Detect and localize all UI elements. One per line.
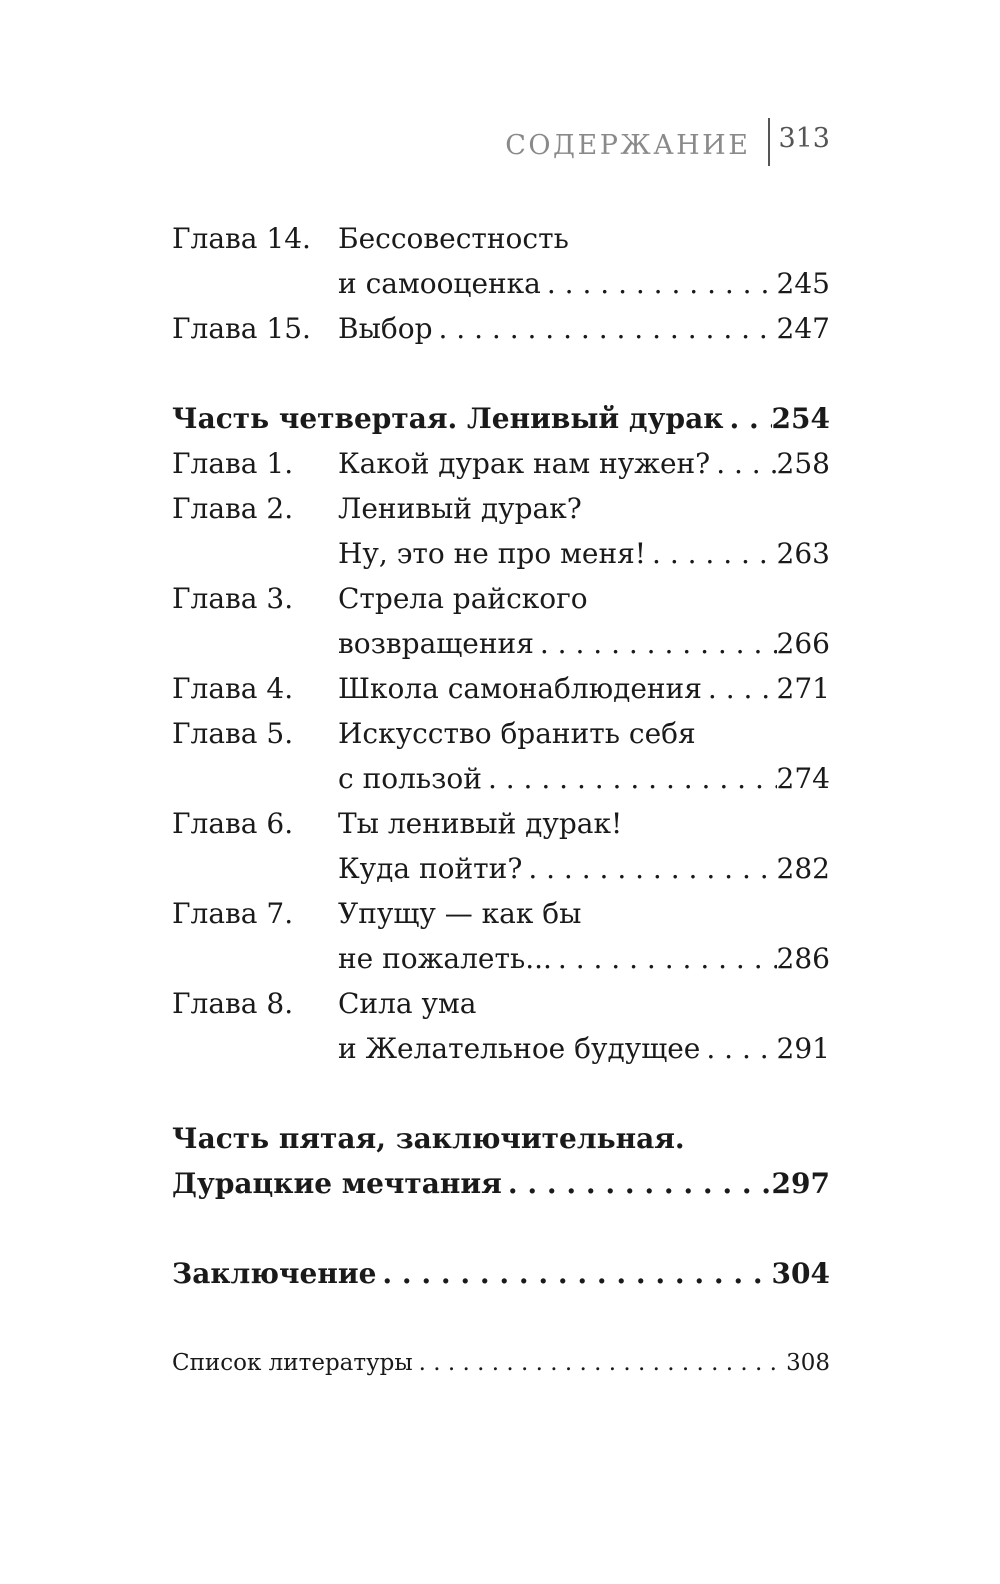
chapter-title-cont: с пользой: [338, 762, 482, 795]
chapter-title-cont: и Желательное будущее: [338, 1032, 701, 1065]
chapter-label: Глава 3.: [172, 582, 294, 615]
spacer: [172, 1206, 830, 1251]
toc-entry-bibliography[interactable]: [172, 1341, 830, 1386]
running-head: [505, 118, 830, 166]
page-number: 313: [778, 122, 830, 154]
spacer: [172, 1071, 830, 1116]
toc-entry-part5-line2[interactable]: [172, 1161, 830, 1206]
toc-page-number: 254: [771, 402, 830, 435]
chapter-label: Глава 6.: [172, 807, 294, 840]
dot-leader: [413, 1341, 786, 1386]
spacer: [172, 1296, 830, 1341]
dot-leader: [534, 621, 777, 666]
conclusion-title: Заключение: [172, 1257, 377, 1290]
chapter-title: Ты ленивый дурак!: [338, 807, 623, 840]
chapter-title-cont: Ну, это не про меня!: [338, 537, 647, 570]
part-title: Часть пятая, заключительная.: [172, 1122, 685, 1155]
chapter-title: Упущу — как бы: [338, 897, 582, 930]
dot-leader: [646, 531, 777, 576]
chapter-label: Глава 1.: [172, 447, 294, 480]
table-of-contents: [172, 216, 830, 1386]
chapter-title: Ленивый дурак?: [338, 492, 582, 525]
chapter-label: Глава 14.: [172, 222, 311, 255]
running-title: СОДЕРЖАНИЕ: [505, 129, 751, 161]
toc-page-number: 282: [776, 852, 830, 885]
dot-leader: [482, 756, 777, 801]
toc-entry-p4c8-line2[interactable]: [172, 1026, 830, 1071]
chapter-title: Искусство бранить себя: [338, 717, 696, 750]
toc-page-number: 263: [776, 537, 830, 570]
toc-entry-p4c2-line2[interactable]: [172, 531, 830, 576]
dot-leader: [702, 666, 777, 711]
chapter-title: Выбор: [338, 312, 433, 345]
toc-page-number: 308: [786, 1350, 830, 1376]
toc-page-number: 304: [771, 1257, 830, 1290]
chapter-label: Глава 15.: [172, 312, 311, 345]
chapter-title-cont: возвращения: [338, 627, 534, 660]
toc-entry-p4c6-line2[interactable]: [172, 846, 830, 891]
chapter-title-cont: и самооценка: [338, 267, 541, 300]
dot-leader: [700, 1026, 776, 1071]
chapter-title: Какой дурак нам нужен?: [338, 447, 711, 480]
dot-leader: [541, 261, 777, 306]
toc-entry-part4[interactable]: [172, 396, 830, 441]
chapter-title-cont: не пожалеть...: [338, 942, 552, 975]
toc-entry-p4c5-line1: [172, 711, 830, 756]
dot-leader: [723, 396, 771, 441]
chapter-label: Глава 4.: [172, 672, 294, 705]
chapter-label: Глава 8.: [172, 987, 294, 1020]
toc-page-number: 274: [776, 762, 830, 795]
dot-leader: [552, 936, 777, 981]
dot-leader: [502, 1161, 772, 1206]
spacer: [172, 351, 830, 396]
toc-entry-p4c3-line2[interactable]: [172, 621, 830, 666]
chapter-title: Стрела райского: [338, 582, 588, 615]
bibliography-title: Список литературы: [172, 1350, 413, 1376]
chapter-title: Сила ума: [338, 987, 477, 1020]
toc-entry-p4c7-line1: [172, 891, 830, 936]
toc-entry-ch14-line2[interactable]: [172, 261, 830, 306]
chapter-title: Бессовестность: [338, 222, 569, 255]
toc-page-number: 245: [776, 267, 830, 300]
toc-entry-ch14-line1: [172, 216, 830, 261]
dot-leader: [433, 306, 777, 351]
chapter-label: Глава 2.: [172, 492, 294, 525]
toc-entry-p4c8-line1: [172, 981, 830, 1026]
part-title-cont: Дурацкие мечтания: [172, 1167, 502, 1200]
dot-leader: [376, 1251, 771, 1296]
toc-entry-p4c1[interactable]: [172, 441, 830, 486]
toc-page-number: 266: [776, 627, 830, 660]
part-title: Часть четвертая. Ленивый дурак: [172, 402, 724, 435]
toc-entry-p4c7-line2[interactable]: [172, 936, 830, 981]
toc-page-number: 286: [776, 942, 830, 975]
chapter-label: Глава 5.: [172, 717, 294, 750]
toc-page-number: 291: [776, 1032, 830, 1065]
toc-entry-part5-line1: [172, 1116, 830, 1161]
chapter-label: Глава 7.: [172, 897, 294, 930]
dot-leader: [710, 441, 776, 486]
toc-page-number: 247: [776, 312, 830, 345]
toc-entry-p4c3-line1: [172, 576, 830, 621]
toc-entry-conclusion[interactable]: [172, 1251, 830, 1296]
toc-page-number: 258: [776, 447, 830, 480]
toc-entry-p4c6-line1: [172, 801, 830, 846]
dot-leader: [522, 846, 776, 891]
toc-entry-p4c2-line1: [172, 486, 830, 531]
toc-entry-ch15[interactable]: [172, 306, 830, 351]
toc-entry-p4c4[interactable]: [172, 666, 830, 711]
chapter-title: Школа самонаблюдения: [338, 672, 702, 705]
toc-page-number: 297: [771, 1167, 830, 1200]
toc-page-number: 271: [776, 672, 830, 705]
toc-entry-p4c5-line2[interactable]: [172, 756, 830, 801]
chapter-title-cont: Куда пойти?: [338, 852, 523, 885]
